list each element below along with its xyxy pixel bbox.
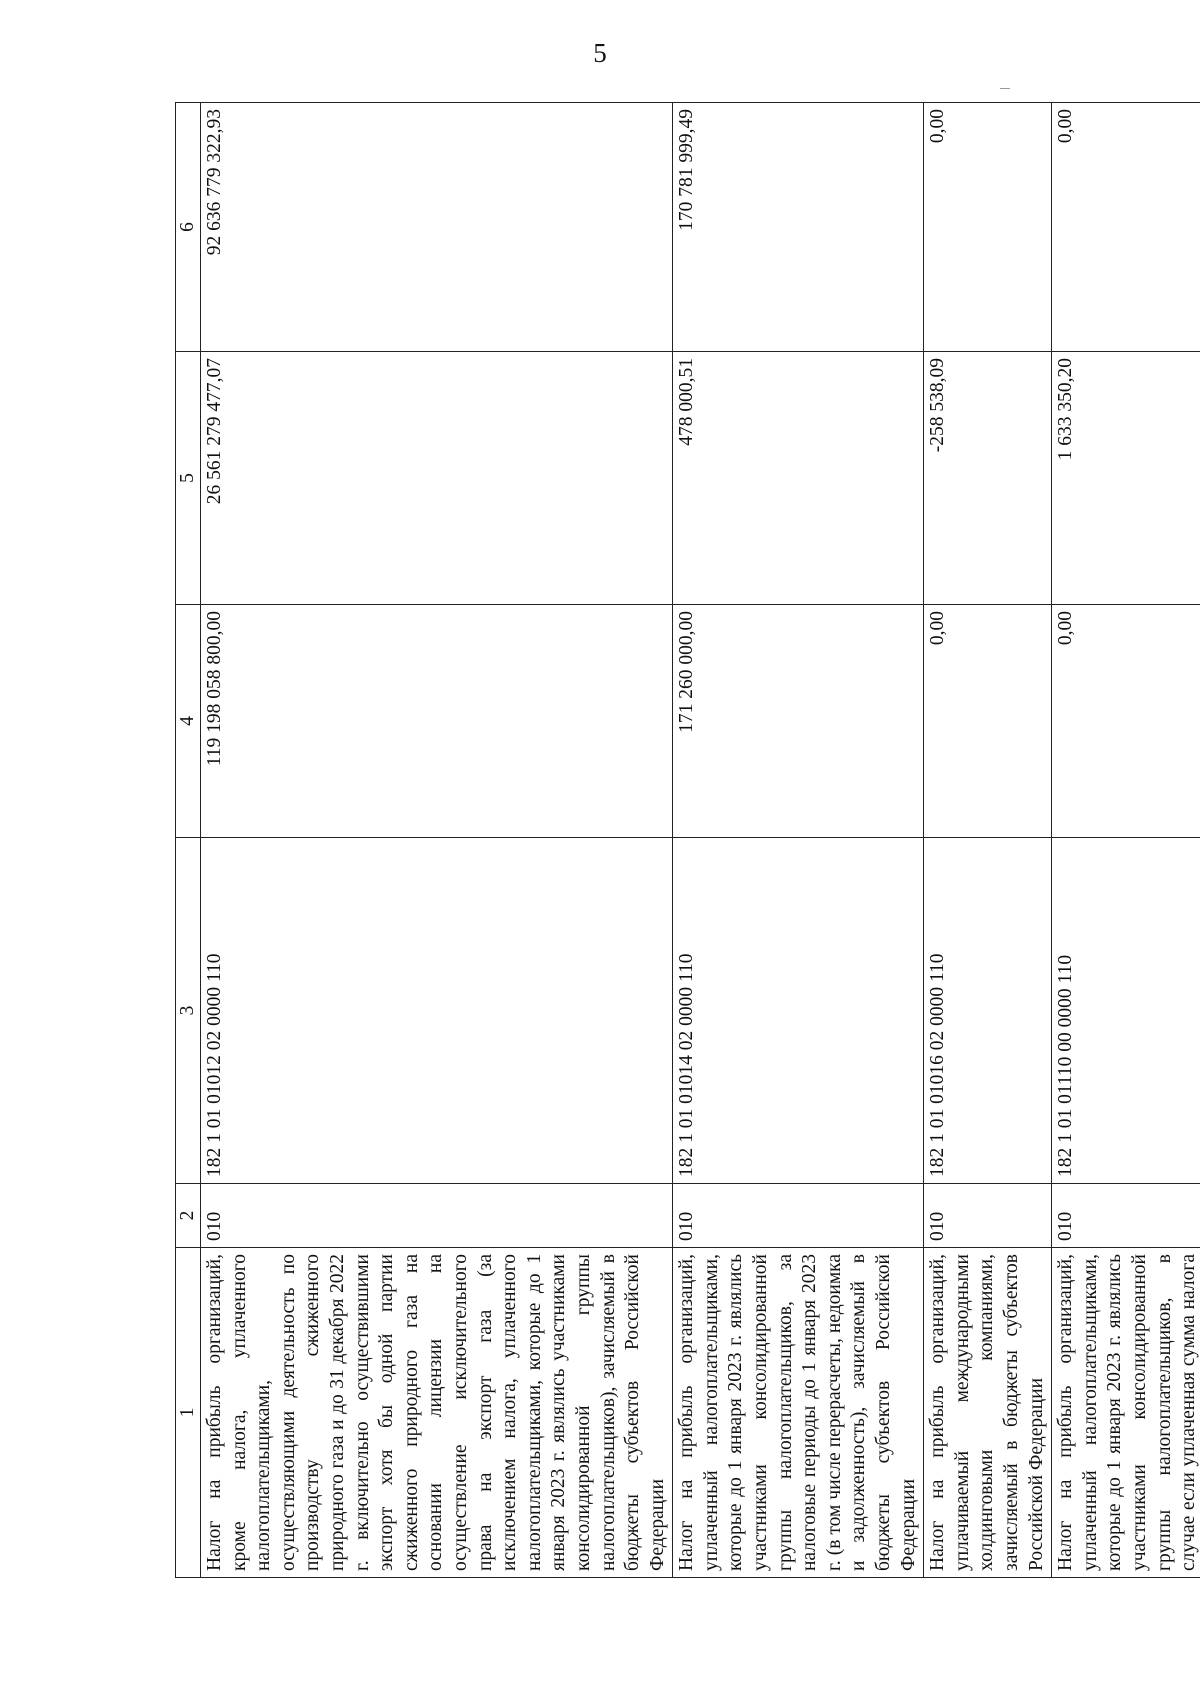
row-col5: 478 000,51 bbox=[673, 352, 924, 605]
row-description: Налог на прибыль организаций, уплаченный налогоплательщиками, которые до 1 января 2023 г. являлись участниками консолидированной группы налогоплательщиков, за налоговые периоды до 1 января 2023 г. (в том числе перерасчеты, недоимка и задолженность), зачисляемый в бюджеты субъектов Российской Федерации bbox=[673, 1248, 924, 1578]
row-description: Налог на прибыль организаций, уплачиваемый международными холдинговыми компаниями, зачисляемый в бюджеты субъектов Российской Федерации bbox=[924, 1248, 1052, 1578]
header-col-1: 1 bbox=[176, 1248, 201, 1578]
row-col6: 0,00 bbox=[924, 103, 1052, 352]
row-col5: 26 561 279 477,07 bbox=[201, 352, 673, 605]
table-row bbox=[673, 103, 924, 1578]
row-col4: 171 260 000,00 bbox=[673, 605, 924, 838]
table-row bbox=[924, 103, 1052, 1578]
row-description: Налог на прибыль организаций, кроме налога, уплаченного налогоплательщиками, осуществляющими деятельность по производству сжиженного природного газа и до 31 декабря 2022 г. включительно осуществившими экспорт хотя бы одной партии сжиженного природного газа на основании лицензии на осуществление исключительного права на экспорт газа (за исключением налога, уплаченного налогоплательщиками, которые до 1 января 2023 г. являлись участниками консолидированной группы налогоплательщиков), зачисляемый в бюджеты субъектов Российской Федерации bbox=[201, 1248, 673, 1578]
header-col-3: 3 bbox=[176, 838, 201, 1184]
scan-artifact bbox=[1000, 88, 1010, 89]
row-col4: 0,00 bbox=[1052, 605, 1200, 838]
row-col6: 0,00 bbox=[1052, 103, 1200, 352]
row-col4: 119 198 058 800,00 bbox=[201, 605, 673, 838]
row-col6: 92 636 779 322,93 bbox=[201, 103, 673, 352]
header-col-4: 4 bbox=[176, 605, 201, 838]
header-col-2: 2 bbox=[176, 1184, 201, 1248]
rotated-table-container bbox=[175, 103, 1200, 1578]
row-kbk: 182 1 01 01014 02 0000 110 bbox=[673, 838, 924, 1184]
row-kbk: 182 1 01 01012 02 0000 110 bbox=[201, 838, 673, 1184]
row-col5: -258 538,09 bbox=[924, 352, 1052, 605]
row-col4: 0,00 bbox=[924, 605, 1052, 838]
table-row bbox=[1052, 103, 1200, 1578]
report-table bbox=[175, 102, 1200, 1578]
row-line-code: 010 bbox=[924, 1184, 1052, 1248]
row-kbk: 182 1 01 01110 00 0000 110 bbox=[1052, 838, 1200, 1184]
header-row bbox=[176, 103, 201, 1578]
row-line-code: 010 bbox=[1052, 1184, 1200, 1248]
row-line-code: 010 bbox=[673, 1184, 924, 1248]
row-col5: 1 633 350,20 bbox=[1052, 352, 1200, 605]
header-col-5: 5 bbox=[176, 352, 201, 605]
page-number: 5 bbox=[593, 38, 607, 68]
row-col6: 170 781 999,49 bbox=[673, 103, 924, 352]
row-description: Налог на прибыль организаций, уплаченный налогоплательщиками, которые до 1 января 2023 г. являлись участниками консолидированной группы налогоплательщиков, в случае если уплаченная сумма налога bbox=[1052, 1248, 1200, 1578]
row-line-code: 010 bbox=[201, 1184, 673, 1248]
row-kbk: 182 1 01 01016 02 0000 110 bbox=[924, 838, 1052, 1184]
header-col-6: 6 bbox=[176, 103, 201, 352]
table-row bbox=[201, 103, 673, 1578]
